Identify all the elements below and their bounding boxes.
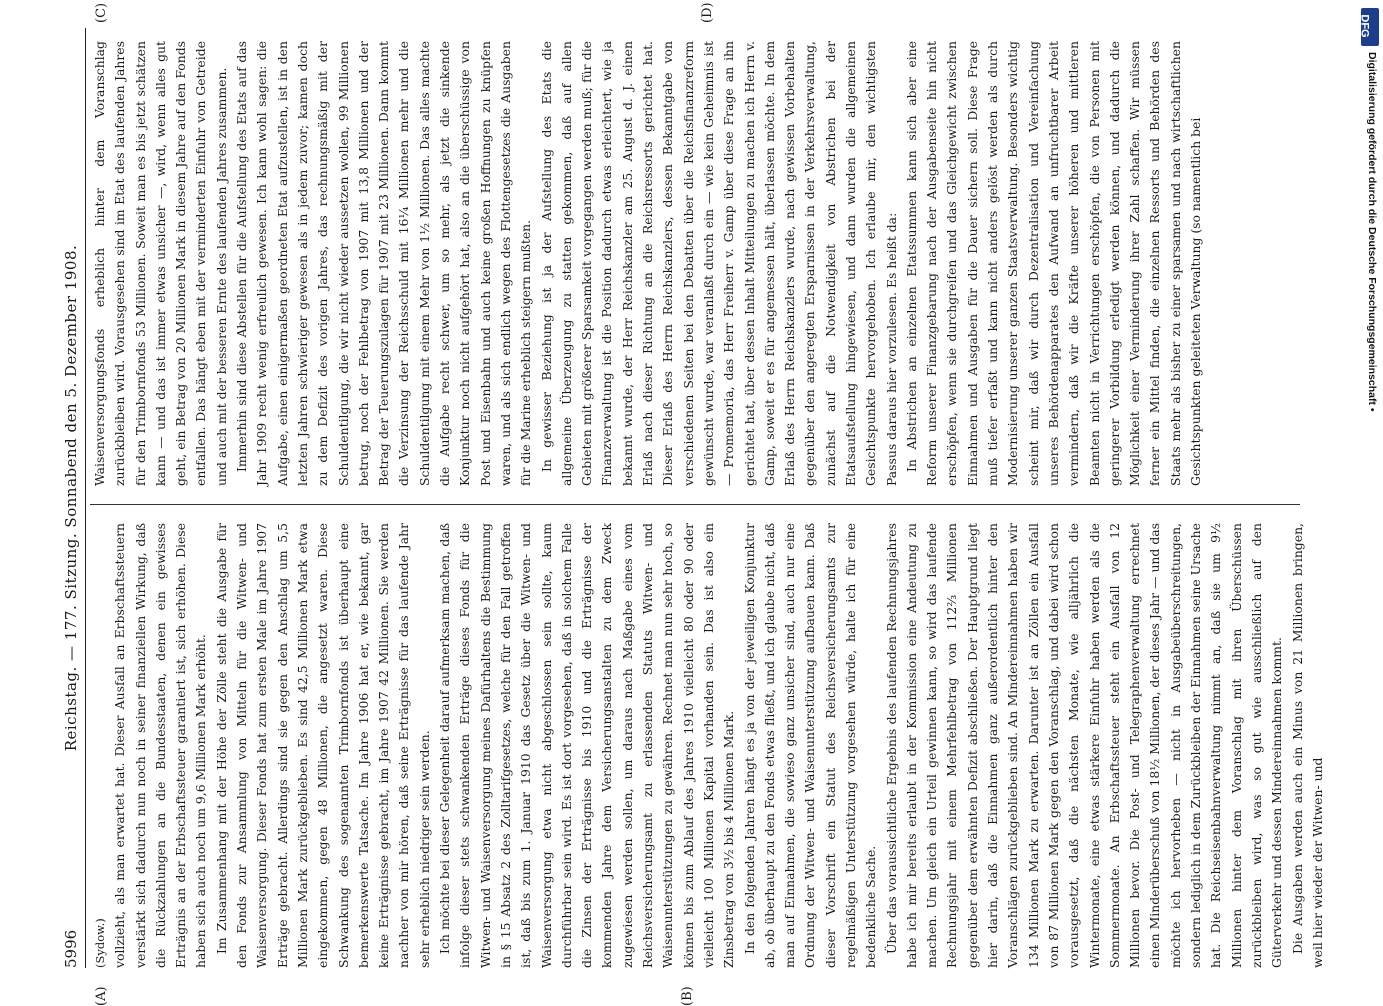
paragraph: Die Ausgaben werden auch ein Minus von 21 Millionen bringen, weil hier wieder der Witwen- und (1289, 523, 1325, 968)
paragraph: vollzieht, als man erwartet hat. Dieser Ausfall an Erbschaftssteuern verstärkt sich dadurch nun noch in seiner finanziellen Wirkung, daß die Rückzahlungen an die Bundesstaaten, denen ein gewisses Erträgnis an der Erbschaftssteuer garantiert ist, sich erhöhen. Diese haben sich auch noch um 9,6 Millionen Mark erhöht. (112, 523, 209, 968)
running-head: Reichstag. — 177. Sitzung. Sonnabend den 5. Dezember 1908. (62, 244, 80, 752)
margin-mark-c: (C) (94, 2, 109, 23)
dfg-logo-text: DFG (1358, 14, 1371, 38)
left-column (90, 523, 1325, 968)
header-rule (85, 28, 86, 968)
paragraph: Ich möchte bei dieser Gelegenheit darauf aufmerksam machen, daß infolge dieser stets schwankenden Erträge dieses Fonds für die Witwen- und Waisenversorgung meines Dafürhaltens die Bestimmung in § 15 Absatz 2 des Zolltarifgesetzes, welche für den Fall getroffen ist, daß bis zum 1. Januar 1910 das Gesetz über die Witwen- und Waisenversorgung etwa nicht abgeschlossen sein sollte, kaum durchführbar sein wird. Es ist dort vorgesehen, daß in solchem Falle die Zinsen der Erträgnisse bis 1910 und die Erträgnisse der kommenden Jahre dem Versicherungsanstalten zu dem Zweck zugewiesen werden sollen, um daraus nach Maßgabe eines vom Reichsversicherungsamt zu erlassenden Statuts Witwen- und Waisenunterstützungen zu gewähren. Rechnet man nun sehr hoch, so können bis zum Ablauf des Jahres 1910 vielleicht 80 oder 90 oder vielleicht 100 Millionen Kapital vorhanden sein. Das ist also ein Zinsbetrag von 3½ bis 4 Millionen Mark. (437, 523, 737, 968)
right-column (90, 41, 1310, 486)
margin-mark-d: (D) (700, 2, 715, 23)
paragraph: Immerhin sind diese Abstellen für die Aufstellung des Etats auf das Jahr 1909 recht wenig erfreulich gewesen. Ich kann wohl sagen: die Aufgabe, einen einigermaßen geordneten Etat aufzustellen, ist in den letzten Jahren schwieriger gewesen als in jedem zuvor; kamen doch zu dem Defizit des vorigen Jahres, das rechnungsmäßig mit der Schuldentilgung, die wir nicht wieder aussetzen wollen, 99 Millionen betrug, noch der Fehlbetrag von 1907 mit 13,8 Millionen und der Betrag der Teuerungszulagen für 1907 mit 23 Millionen. Dann kommt die Verzinsung der Reichsschuld mit 16¼ Millionen mehr und die Schuldentilgung mit einem Mehr von 1½ Millionen. Das alles machte die Aufgabe recht schwer, um so mehr, als jetzt die sinkende Konjunktur noch nicht aufgehört hat, also an die überschüssige von Post und Eisenbahn und auch keine großen Hoffnungen zu knüpfen waren, und als sich endlich wegen des Flottengesetzes die Ausgaben für die Marine erheblich steigern mußten. (234, 41, 534, 486)
margin-mark-b: (B) (680, 986, 695, 1006)
page-header (60, 28, 82, 968)
speaker-label: (Sydow.) (93, 918, 107, 968)
paragraph: Über das voraussichtliche Ergebnis des laufenden Rechnungsjahres habe ich mir bereits erlaubt in der Kommission eine Andeutung zu machen. Um gleich ein Urteil gewinnen kann, so wird das laufende Rechnungsjahr mit einem Mehrfehlbetrag von 112⅔ Millionen gegenüber dem erwähnten Defizit abschließen. Der Hauptgrund liegt hier darin, daß die Einnahmen ganz außerordentlich hinter den Voranschlägen zurückgeblieben sind. An Mindereinnahmen haben wir 134 Millionen Mark zu erwarten. Darunter ist an Zöllen ein Ausfall von 87 Millionen Mark gegen den Voranschlag, und dabei wird schon vorausgesetzt, daß die nächsten Monate, wie alljährlich die Wintermonate, eine etwas stärkere Einfuhr haben werden als die Sommermonate. An Erbschaftssteuer steht ein Ausfall von 12 Millionen bevor. Die Post- und Telegraphenverwaltung errechnet einen Minderüberschuß von 18½ Millionen, der dieses Jahr — und das möchte ich hervorheben — nicht in Ausgabeüberschreitungen, sondern lediglich in dem Zurückbleiben der Einnahmen seine Ursache hat. Die Reichseisenbahnverwaltung nimmt an, daß sie um 9½ Millionen hinter dem Voranschlag mit ihren Überschüssen zurückbleiben wird, was so gut wie ausschließlich auf den Güterverkehr und dessen Mindereinnahmen kommt. (883, 523, 1285, 968)
dfg-logo (1358, 8, 1379, 46)
paragraph: Waisenversorgungsfonds erheblich hinter dem Voranschlag zurückbleiben wird. Vorausgesehen sind im Etat des laufenden Jahres für den Trimbornfonds 53 Millionen. Soweit man es bis jetzt schätzen kann — und das ist immer etwas unsicher —, wird, wenn alles gut geht, ein Betrag von 20 Millionen Mark in diesem Jahre auf den Fonds entfallen. Das hängt eben mit der verminderten Einfuhr von Getreide und auch mit der besseren Ernte des laufenden Jahres zusammen. (92, 41, 229, 486)
page-number: 5996 (62, 929, 80, 968)
column-separator (90, 504, 1300, 505)
paragraph: Im Zusammenhang mit der Höhe der Zölle steht die Ausgabe für den Fonds zur Ansammlung von Mitteln für die Witwen- und Waisenversorgung. Dieser Fonds hat zum ersten Male im Jahre 1907 Erträge gebracht. Allerdings sind sie gegen den Anschlag um 5,5 Millionen Mark zurückgeblieben. Es sind 42,5 Millionen Mark etwa eingekommen, gegen 48 Millionen, die angesetzt waren. Diese Schwankung des sogenannten Trimbornfonds ist überhaupt eine bemerkenswerte Tatsache. Im Jahre 1906 hat er, wie bekannt, gar keine Erträgnisse gebracht, im Jahre 1907 42 Millionen. Sie werden nachher von mir hören, daß seine Erträgnisse für das laufende Jahr sehr erheblich niedriger sein werden. (213, 523, 432, 968)
rotated-page (60, 2, 1345, 1006)
paragraph: In gewisser Beziehung ist ja der Aufstellung des Etats die allgemeine Überzeugung zu statten gekommen, daß auf allen Gebieten mit größerer Sparsamkeit vorgegangen werden muß; für die Finanzverwaltung ist die Position dadurch etwas erleichtert, wie ja bekannt wurde, der Herr Reichskanzler am 25. August d. J. einen Erlaß nach dieser Richtung an die Reichsressorts gerichtet hat. Dieser Erlaß des Herrn Reichskanzlers, dessen Bekanntgabe von verschiedenen Seiten bei den Debatten über die Reichsfinanzreform gewünscht wurde, war veranlaßt durch ein — wie kein Geheimnis ist — Promemoria, das Herr Freiherr v. Gamp über diese Frage an ihn gerichtet hat, über dessen Inhalt Mitteilungen zu machen ich Herrn v. Gamp, soweit er es für angemessen hält, überlassen möchte. In dem Erlaß des Herrn Reichskanzlers wurde, nach gewissen Vorbehalten gegenüber den angeregten Ersparnissen in der Verkehrsverwaltung, zunächst auf die Notwendigkeit von Abstrichen bei der Etatsaufstellung hingewiesen, und dann wurden die allgemeinen Gesichtspunkte hervorgehoben. Ich erlaube mir, den wichtigsten Passus daraus hier vorzulesen. Es heißt da: (538, 41, 899, 486)
quoted-paragraph: In Abstrichen an einzelnen Etatssummen kann sich aber eine Reform unserer Finanzgebarung nach der Ausgabenseite hin nicht erschöpfen, wenn sie durchgreifen und das Gleichgewicht zwischen Einnahmen und Ausgaben für die Dauer sichern soll. Diese Frage muß tiefer erfaßt und kann nicht anders gelöst werden als durch Modernisierung unserer ganzen Staatsverwaltung. Besonders wichtig scheint mir, daß wir durch Dezentralisation und Vereinfachung unseres Behördenapparates den Aufwand an unfruchtbarer Arbeit vermindern, daß wir die Kräfte unserer höheren und mittleren Beamten nicht in Verrichtungen erschöpfen, die von Personen mit geringerer Vorbildung erledigt werden können, und dadurch die Möglichkeit einer Verminderung ihrer Zahl schaffen. Wir müssen ferner ein Mittel finden, die einzelnen Ressorts und Behörden des Staats mehr als bisher zu einer sparsamen und nach wirtschaftlichen Gesichtspunkten geleiteten Verwaltung (so namentlich bei (903, 41, 1204, 486)
margin-mark-a: (A) (94, 986, 109, 1006)
paragraph: In den folgenden Jahren hängt es ja von der jeweiligen Konjunktur ab, ob überhaupt zu den Fonds etwas fließt, und ich glaube nicht, daß man auf Einnahmen, die sowieso ganz unsicher sind, auch nur eine Ordnung der Witwen- und Waisenunterstützung aufbauen kann. Daß dieser Vorschrift ein Statut des Reichsversicherungsamts zur regelmäßigen Unterstützung vorgesehen würde, halte ich für eine bedenkliche Sache. (741, 523, 879, 968)
digitization-note: Digitalisierung gefördert durch die Deutsche Forschungsgemeinschaft • (1366, 52, 1378, 412)
